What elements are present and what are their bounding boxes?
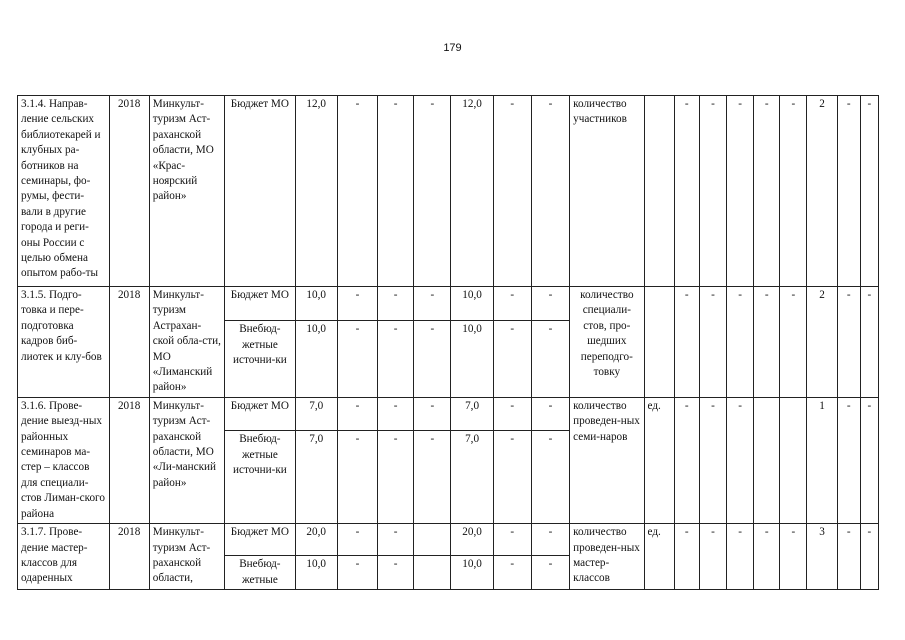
funding-year-1: - (337, 556, 377, 590)
funding-year-4: 10,0 (451, 556, 493, 590)
funding-year-5: - (493, 556, 531, 590)
page-number: 179 (443, 42, 462, 54)
executor-cell: Минкульт-туризм Астрахан-ской обла-сти, МО «Лиманский район» (149, 287, 224, 398)
funding-total: 20,0 (295, 524, 337, 556)
funding-year-4: 10,0 (451, 321, 493, 397)
program-table (17, 95, 879, 590)
funding-year-6: - (531, 556, 569, 590)
indicator-value: - (780, 524, 807, 590)
funding-year-6: - (531, 321, 569, 397)
executor-cell: Минкульт-туризм Аст-раханской области, МО «Ли-манский район» (149, 397, 224, 523)
indicator-value: 2 (807, 96, 837, 287)
indicator-value: - (674, 96, 699, 287)
funding-year-2: - (378, 556, 414, 590)
funding-source: Внебюд-жетные (225, 556, 295, 590)
indicator-value: - (674, 397, 699, 523)
indicator-value: - (727, 96, 754, 287)
funding-year-4: 10,0 (451, 287, 493, 321)
indicator-cell: количество участников (570, 96, 644, 287)
funding-total: 10,0 (295, 321, 337, 397)
executor-cell: Минкульт-туризм Аст-раханской области, МО «Крас-ноярский район» (149, 96, 224, 287)
table-row (18, 524, 879, 556)
funding-year-2: - (378, 321, 414, 397)
indicator-value: - (754, 287, 780, 398)
indicator-cell: количество проведен-ных семи-наров (570, 397, 644, 523)
activity-name: 3.1.5. Подго-товка и пере-подготовка кадров биб-лиотек и клу-бов (18, 287, 110, 398)
funding-year-5: - (493, 431, 531, 524)
funding-year-1: - (337, 96, 377, 287)
year-cell: 2018 (109, 397, 149, 523)
table-row (18, 287, 879, 321)
funding-source: Внебюд-жетные источни-ки (225, 321, 295, 397)
funding-year-2: - (378, 397, 414, 430)
funding-total: 10,0 (295, 287, 337, 321)
activity-name: 3.1.6. Прове-дение выезд-ных районных семинаров ма-стер – классов для специали-стов Лиман-ского района (18, 397, 110, 523)
funding-year-5: - (493, 287, 531, 321)
funding-year-2: - (378, 524, 414, 556)
year-cell: 2018 (109, 287, 149, 398)
funding-year-3 (414, 556, 451, 590)
indicator-value: - (780, 96, 807, 287)
unit-cell (644, 287, 674, 398)
funding-year-3: - (414, 431, 451, 524)
indicator-value: - (837, 96, 860, 287)
indicator-value: - (674, 287, 699, 398)
indicator-value: - (699, 397, 726, 523)
indicator-value: - (780, 287, 807, 398)
indicator-value (780, 397, 807, 523)
indicator-value: - (837, 287, 860, 398)
unit-cell: ед. (644, 397, 674, 523)
funding-source: Бюджет МО (225, 96, 295, 287)
funding-source: Бюджет МО (225, 524, 295, 556)
indicator-value: - (860, 397, 878, 523)
funding-year-5: - (493, 321, 531, 397)
funding-year-3: - (414, 321, 451, 397)
funding-year-5: - (493, 96, 531, 287)
indicator-value: - (837, 524, 860, 590)
funding-total: 12,0 (295, 96, 337, 287)
funding-total: 7,0 (295, 397, 337, 430)
funding-year-3: - (414, 287, 451, 321)
indicator-value: - (699, 524, 726, 590)
indicator-value: - (727, 287, 754, 398)
funding-year-2: - (378, 287, 414, 321)
funding-year-4: 7,0 (451, 431, 493, 524)
funding-year-3: - (414, 397, 451, 430)
funding-year-1: - (337, 321, 377, 397)
funding-year-6: - (531, 397, 569, 430)
funding-year-4: 20,0 (451, 524, 493, 556)
indicator-value: - (754, 96, 780, 287)
activity-name: 3.1.4. Направ-ление сельских библиотекарей и клубных ра-ботников на семинары, фо-румы, фести-вали в другие города и реги-оны России с целью обмена опытом рабо-ты (18, 96, 110, 287)
funding-year-6: - (531, 524, 569, 556)
indicator-value: - (837, 397, 860, 523)
funding-total: 10,0 (295, 556, 337, 590)
indicator-cell: количество специали-стов, про-шедших переподго-товку (570, 287, 644, 398)
funding-year-3: - (414, 96, 451, 287)
indicator-value: - (754, 524, 780, 590)
indicator-value: - (727, 397, 754, 523)
funding-year-6: - (531, 431, 569, 524)
indicator-value: - (860, 287, 878, 398)
table-row (18, 397, 879, 430)
funding-year-4: 7,0 (451, 397, 493, 430)
table-row (18, 96, 879, 287)
funding-source: Бюджет МО (225, 397, 295, 430)
funding-year-1: - (337, 431, 377, 524)
funding-year-5: - (493, 524, 531, 556)
indicator-value: 2 (807, 287, 837, 398)
year-cell: 2018 (109, 524, 149, 590)
indicator-value: - (674, 524, 699, 590)
indicator-value: 1 (807, 397, 837, 523)
executor-cell: Минкульт-туризм Аст-раханской области, (149, 524, 224, 590)
indicator-value: - (699, 287, 726, 398)
funding-source: Бюджет МО (225, 287, 295, 321)
activity-name: 3.1.7. Прове-дение мастер-классов для одаренных (18, 524, 110, 590)
funding-year-1: - (337, 524, 377, 556)
funding-year-6: - (531, 96, 569, 287)
funding-source: Внебюд-жетные источни-ки (225, 431, 295, 524)
funding-year-2: - (378, 96, 414, 287)
year-cell: 2018 (109, 96, 149, 287)
unit-cell: ед. (644, 524, 674, 590)
funding-year-5: - (493, 397, 531, 430)
indicator-value (754, 397, 780, 523)
indicator-cell: количество проведен-ных мастер-классов (570, 524, 644, 590)
funding-year-1: - (337, 397, 377, 430)
funding-total: 7,0 (295, 431, 337, 524)
indicator-value: 3 (807, 524, 837, 590)
unit-cell (644, 96, 674, 287)
indicator-value: - (860, 524, 878, 590)
funding-year-2: - (378, 431, 414, 524)
funding-year-4: 12,0 (451, 96, 493, 287)
funding-year-3 (414, 524, 451, 556)
funding-year-1: - (337, 287, 377, 321)
indicator-value: - (860, 96, 878, 287)
indicator-value: - (727, 524, 754, 590)
funding-year-6: - (531, 287, 569, 321)
indicator-value: - (699, 96, 726, 287)
